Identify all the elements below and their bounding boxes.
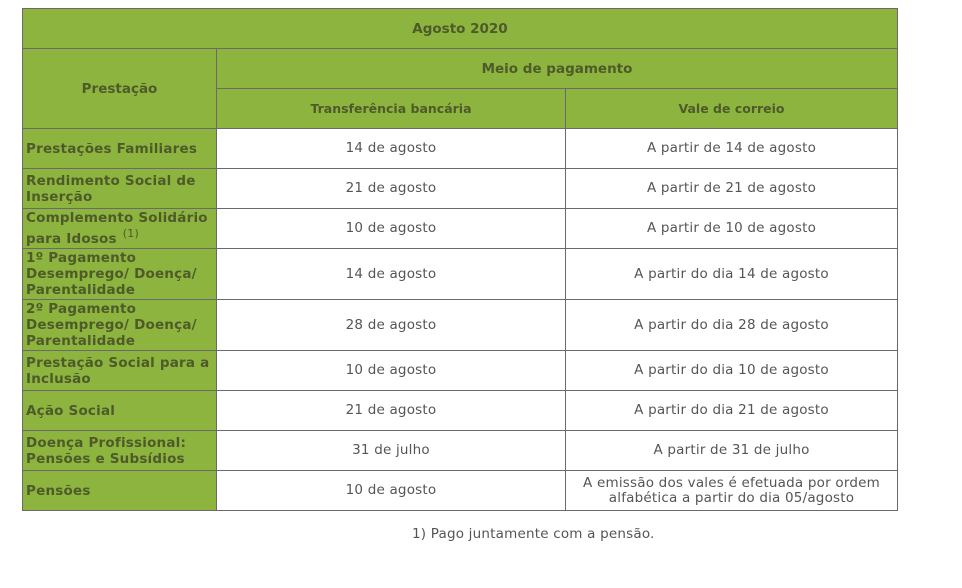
table-row [23,209,898,249]
vale-date-cell: A partir de 14 de agosto [566,129,898,169]
table-row [23,391,898,431]
row-label-text: Doença Profissional: Pensões e Subsídios [26,434,187,467]
transfer-date-cell: 10 de agosto [217,351,566,391]
transfer-date-cell: 10 de agosto [217,471,566,511]
header-transferencia: Transferência bancária [217,89,566,129]
row-label [23,471,217,511]
row-label [23,351,217,391]
vale-date-cell: A partir do dia 21 de agosto [566,391,898,431]
vale-date-cell: A emissão dos vales é efetuada por ordem alfabética a partir do dia 05/agosto [566,471,898,511]
transfer-date-cell: 10 de agosto [217,209,566,249]
row-label-text: Prestações Familiares [26,140,198,157]
vale-date-cell: A partir do dia 14 de agosto [566,249,898,300]
vale-date-cell: A partir do dia 10 de agosto [566,351,898,391]
transfer-date-cell: 28 de agosto [217,300,566,351]
table-row [23,169,898,209]
row-label [23,431,217,471]
table-row [23,431,898,471]
table-row [23,129,898,169]
transfer-date-cell: 14 de agosto [217,249,566,300]
transfer-date-cell: 21 de agosto [217,391,566,431]
vale-date-cell: A partir de 21 de agosto [566,169,898,209]
table-title: Agosto 2020 [23,9,898,49]
row-label [23,129,217,169]
row-label-text: Ação Social [26,402,116,419]
row-label-text: 2º Pagamento Desemprego/ Doença/ Parentalidade [26,301,197,349]
footnote: 1) Pago juntamente com a pensão. [412,526,655,542]
table-row [23,351,898,391]
row-label [23,300,217,351]
table-row [23,471,898,511]
row-label [23,249,217,300]
payment-schedule-table [22,8,898,511]
header-vale-correio: Vale de correio [566,89,898,129]
vale-date-cell: A partir de 31 de julho [566,431,898,471]
row-label-text: Rendimento Social de Inserção [26,172,196,205]
header-meio-pagamento: Meio de pagamento [217,49,898,89]
transfer-date-cell: 31 de julho [217,431,566,471]
row-label [23,391,217,431]
row-label-text: Prestação Social para a Inclusão [26,354,210,387]
row-label-text: 1º Pagamento Desemprego/ Doença/ Parentalidade [26,250,197,298]
table-row [23,249,898,300]
transfer-date-cell: 21 de agosto [217,169,566,209]
row-label [23,209,217,249]
row-label-text: Complemento Solidário para Idosos [26,210,208,247]
row-label [23,169,217,209]
table-row [23,300,898,351]
vale-date-cell: A partir de 10 de agosto [566,209,898,249]
transfer-date-cell: 14 de agosto [217,129,566,169]
row-label-text: Pensões [26,482,91,499]
header-prestacao: Prestação [23,49,217,129]
footnote-marker: (1) [122,227,139,240]
vale-date-cell: A partir do dia 28 de agosto [566,300,898,351]
